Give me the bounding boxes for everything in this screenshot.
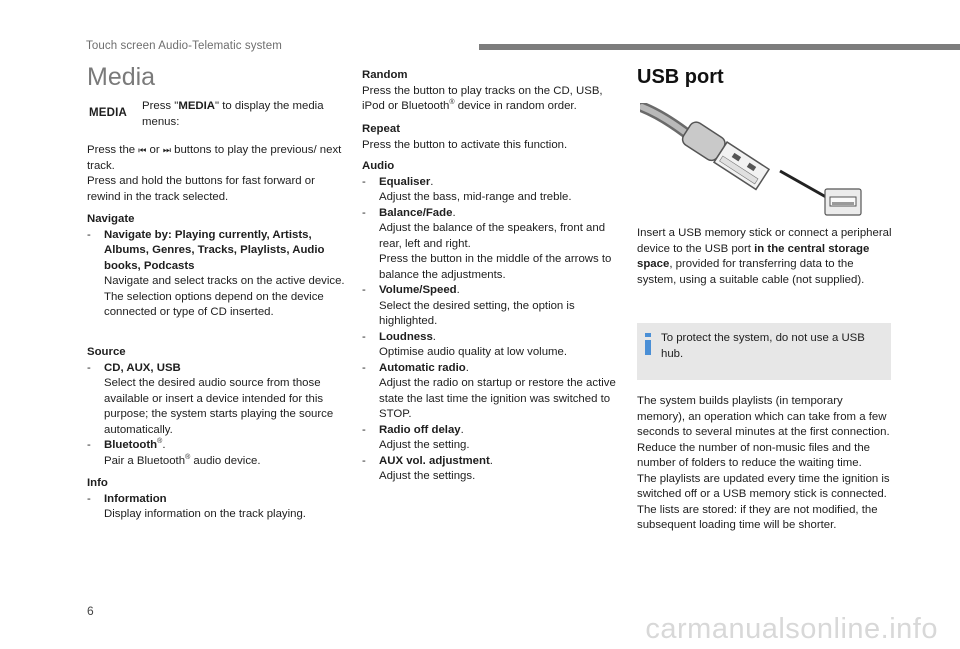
media-key-label: MEDIA: [178, 100, 216, 112]
page-number: 6: [87, 604, 94, 618]
next-track-icon: ⏭: [162, 145, 171, 155]
list-item: - Bluetooth®. Pair a Bluetooth® audio device.: [87, 438, 261, 467]
section-title-media: Media: [87, 63, 156, 91]
watermark: carmanualsonline.info: [645, 613, 938, 645]
list-item: - Loudness. Optimise audio quality at low volume.: [362, 330, 568, 358]
list-item: - Radio off delay. Adjust the setting.: [362, 423, 470, 451]
list-item: - Equaliser. Adjust the bass, mid-range and treble.: [362, 175, 572, 203]
repeat-heading: Repeat: [362, 123, 400, 135]
section-title-usb: USB port: [637, 66, 724, 88]
media-intro: Press "MEDIA" to display the media menus:: [142, 100, 324, 128]
audio-section: [362, 159, 620, 485]
list-item: - Information Display information on the track playing.: [87, 492, 306, 520]
usb-connector-illustration: [640, 103, 868, 221]
list-item: - CD, AUX, USB Select the desired audio source from those available or insert a device intended for this purpose; the system starts playing the source automatically.: [87, 361, 334, 436]
list-item: - AUX vol. adjustment. Adjust the settings.: [362, 454, 493, 482]
navigate-section: [87, 212, 349, 321]
usb-playlist-paragraphs: The system builds playlists (in temporary memory), an operation which can take from a few seconds to several minutes at the first connection. Reduce the number of non-music files and the number of folders to reduce the waiting time. The playlists are updated every time the ignition is switched off or a USB memory stick is connected. The lists are stored: if they are not modified, the subsequent loading time will be shorter.: [637, 395, 890, 531]
list-item: - Navigate by: Playing currently, Artists, Albums, Genres, Tracks, Playlists, Audio books, Podcasts Navigate and select tracks on the active device. The selection options depend on the device connected or type of CD inserted.: [87, 228, 345, 318]
audio-heading: Audio: [362, 160, 395, 172]
source-section: [87, 345, 349, 469]
track-controls-text: Press the ⏮ or ⏭ buttons to play the previous/ next track. Press and hold the buttons for fast forward or rewind in the track selected.: [87, 144, 342, 203]
list-item: - Volume/Speed. Select the desired setting, the option is highlighted.: [362, 284, 575, 327]
repeat-section: Repeat Press the button to activate this function.: [362, 122, 620, 153]
random-section: Random Press the button to play tracks on the CD, USB, iPod or Bluetooth® device in random order.: [362, 68, 620, 115]
info-note-box: [637, 323, 891, 380]
list-item: - Balance/Fade. Adjust the balance of the speakers, front and rear, left and right. Press the button in the middle of the arrows to balance the adjustments.: [362, 206, 612, 281]
info-note-text: To protect the system, do not use a USB hub.: [661, 332, 865, 360]
random-heading: Random: [362, 69, 408, 81]
media-button-icon: MEDIA: [89, 107, 128, 119]
source-heading: Source: [87, 346, 126, 358]
info-heading: Info: [87, 477, 108, 489]
navigate-heading: Navigate: [87, 213, 135, 225]
running-header: Touch screen Audio-Telematic system: [86, 40, 282, 52]
header-rule: [479, 44, 960, 50]
previous-track-icon: ⏮: [138, 145, 147, 155]
list-item: - Automatic radio. Adjust the radio on startup or restore the active state the last time the ignition was switched to STOP.: [362, 361, 616, 420]
info-icon: [643, 333, 653, 355]
info-section: [87, 476, 349, 523]
usb-intro-paragraph: Insert a USB memory stick or connect a peripheral device to the USB port in the central storage space, provided for transferring data to the system, using a suitable cable (not supplied).: [637, 227, 892, 286]
